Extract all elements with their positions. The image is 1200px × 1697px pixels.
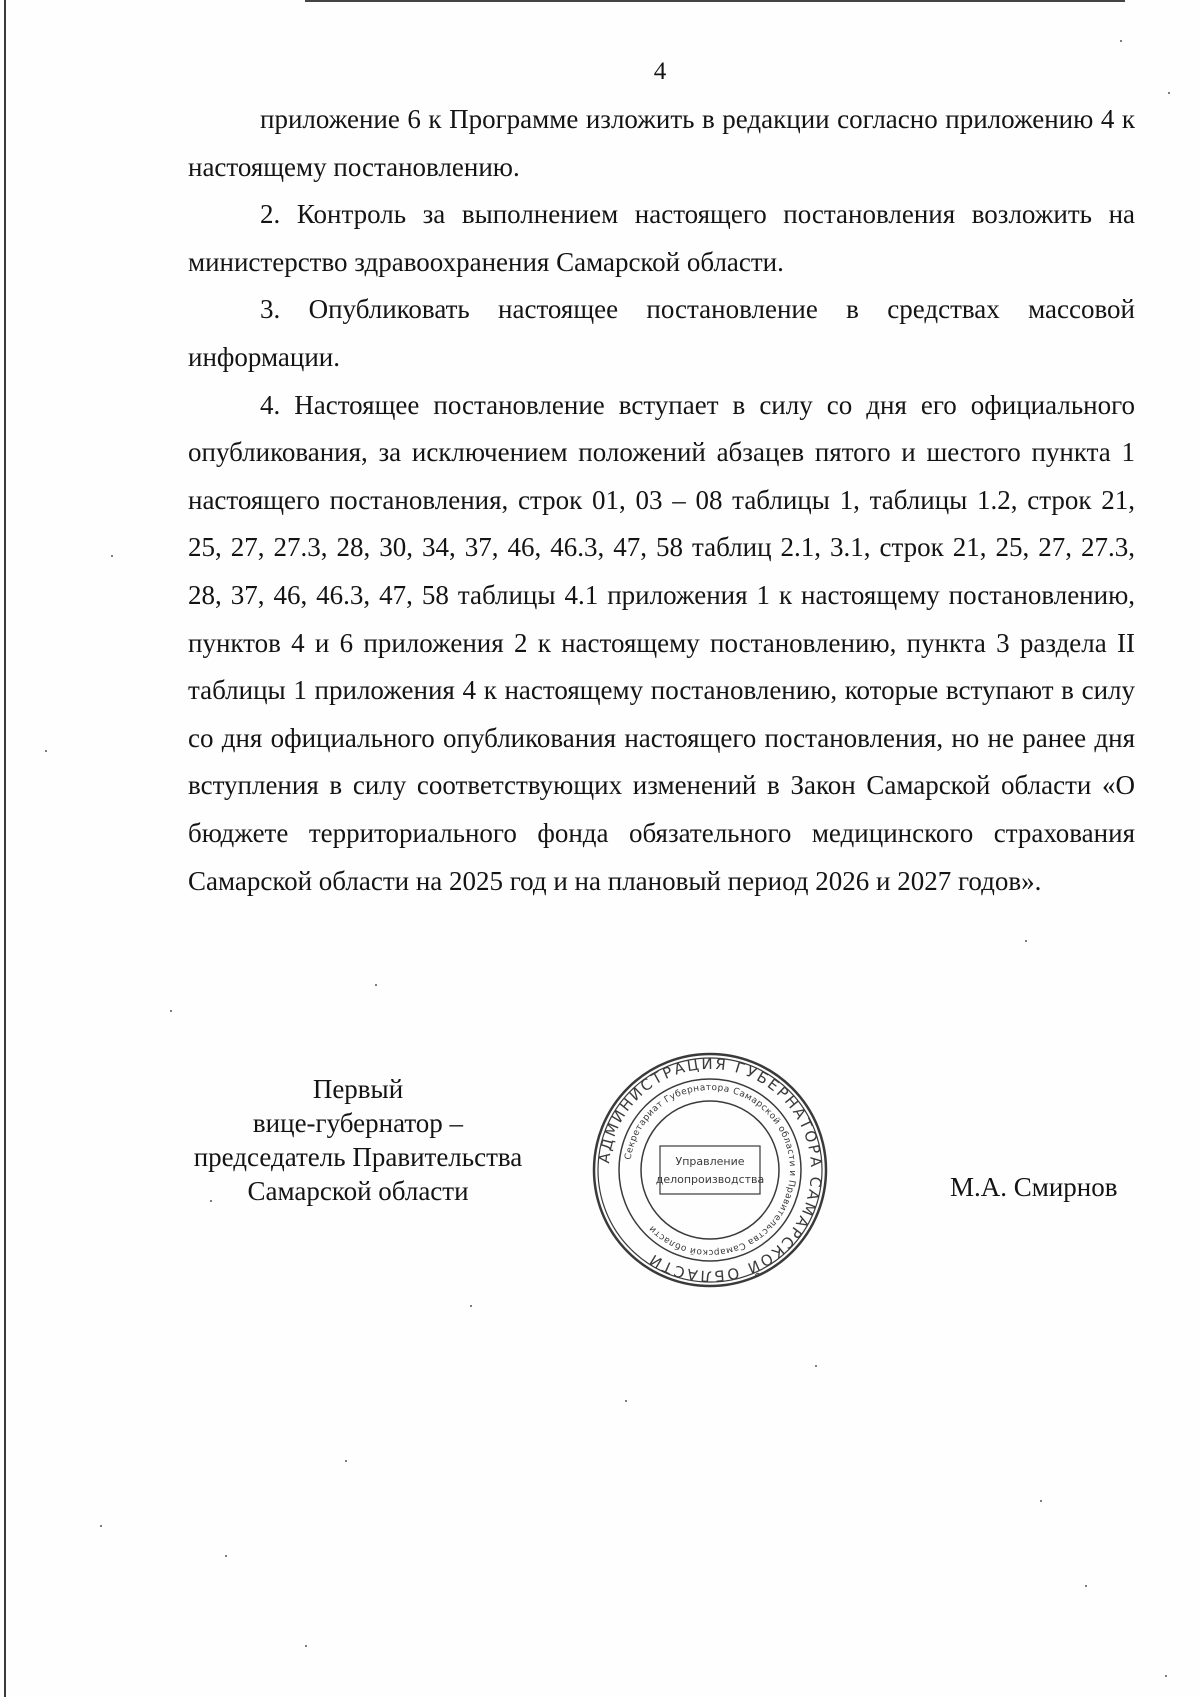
- scan-speck: [1165, 1675, 1167, 1677]
- scan-speck: [1025, 940, 1027, 942]
- page-number: 4: [653, 58, 667, 85]
- paragraph-4: 4. Настоящее постановление вступает в силу со дня его официального опубликования, за исключением положений абзацев пятого и шестого пункта 1 настоящего постановления, строк 01, 03 – 08 таблицы 1, таблицы 1.2, строк 21, 25, 27, 27.3, 28, 30, 34, 37, 46, 46.3, 47, 58 таблиц 2.1, 3.1, строк 21, 25, 27, 27.3, 28, 37, 46, 46.3, 47, 58 таблицы 4.1 приложения 1 к настоящему постановлению, пунктов 4 и 6 приложения 2 к настоящему постановлению, пункта 3 раздела II таблицы 1 приложения 4 к настоящему постановлению, которые вступают в силу со дня официального опубликования настоящего постановления, но не ранее дня вступления в силу соответствующих изменений в Закон Самарской области «О бюджете территориального фонда обязательного медицинского страхования Самарской области на 2025 год и на плановый период 2026 и 2027 годов».: [188, 389, 1135, 896]
- stamp-center-line-2: делопроизводства: [655, 1173, 765, 1186]
- signatory-title-line: Самарской области: [247, 1176, 469, 1206]
- paragraph-3: 3. Опубликовать настоящее постановление в средствах массовой информации.: [188, 294, 1135, 372]
- signatory-title-line: вице-губернатор –: [252, 1108, 464, 1138]
- signatory-title-line: Первый: [312, 1074, 404, 1104]
- signatory-title-line: председатель Правительства: [193, 1142, 523, 1172]
- scan-speck: [470, 1305, 472, 1307]
- stamp-inner-ring: [641, 1101, 779, 1239]
- scan-speck: [1085, 1585, 1087, 1587]
- paragraph-continuation: приложение 6 к Программе изложить в редакции согласно приложению 4 к настоящему постановлению.: [188, 104, 1135, 182]
- scan-speck: [625, 1400, 627, 1402]
- scan-speck: [225, 1555, 227, 1557]
- stamp-outer-text: АДМИНИСТРАЦИЯ ГУБЕРНАТОРА САМАРСКОЙ ОБЛАСТИ: [595, 1054, 826, 1286]
- stamp-center-frame: [660, 1146, 760, 1194]
- stamp-middle-ring: [619, 1079, 801, 1261]
- scan-speck: [305, 1645, 307, 1647]
- scan-speck: [375, 984, 377, 986]
- scan-speck: [1168, 92, 1170, 94]
- scan-speck: [1120, 40, 1122, 42]
- stamp-inner-text: Секретариат Губернатора Самарской области и Правительства Самарской области: [623, 1082, 798, 1258]
- scan-speck: [1040, 1500, 1042, 1502]
- document-body: [188, 96, 1135, 905]
- scan-speck: [815, 1365, 817, 1367]
- scan-top-edge: [305, 0, 1125, 2]
- signatory-title: [178, 1072, 538, 1208]
- scan-speck: [345, 1460, 347, 1462]
- scan-speck: [45, 750, 47, 752]
- signatory-name: М.А. Смирнов: [950, 1172, 1118, 1202]
- official-stamp-seal: [590, 1050, 830, 1290]
- scan-speck: [170, 1010, 172, 1012]
- stamp-center-line-1: Управление: [675, 1155, 745, 1168]
- scan-left-edge: [4, 0, 6, 1697]
- scan-speck: [111, 555, 113, 557]
- paragraph-2: 2. Контроль за выполнением настоящего постановления возложить на министерство здравоохранения Самарской области.: [188, 199, 1135, 277]
- scan-speck: [100, 1525, 102, 1527]
- scan-speck: [210, 1200, 212, 1202]
